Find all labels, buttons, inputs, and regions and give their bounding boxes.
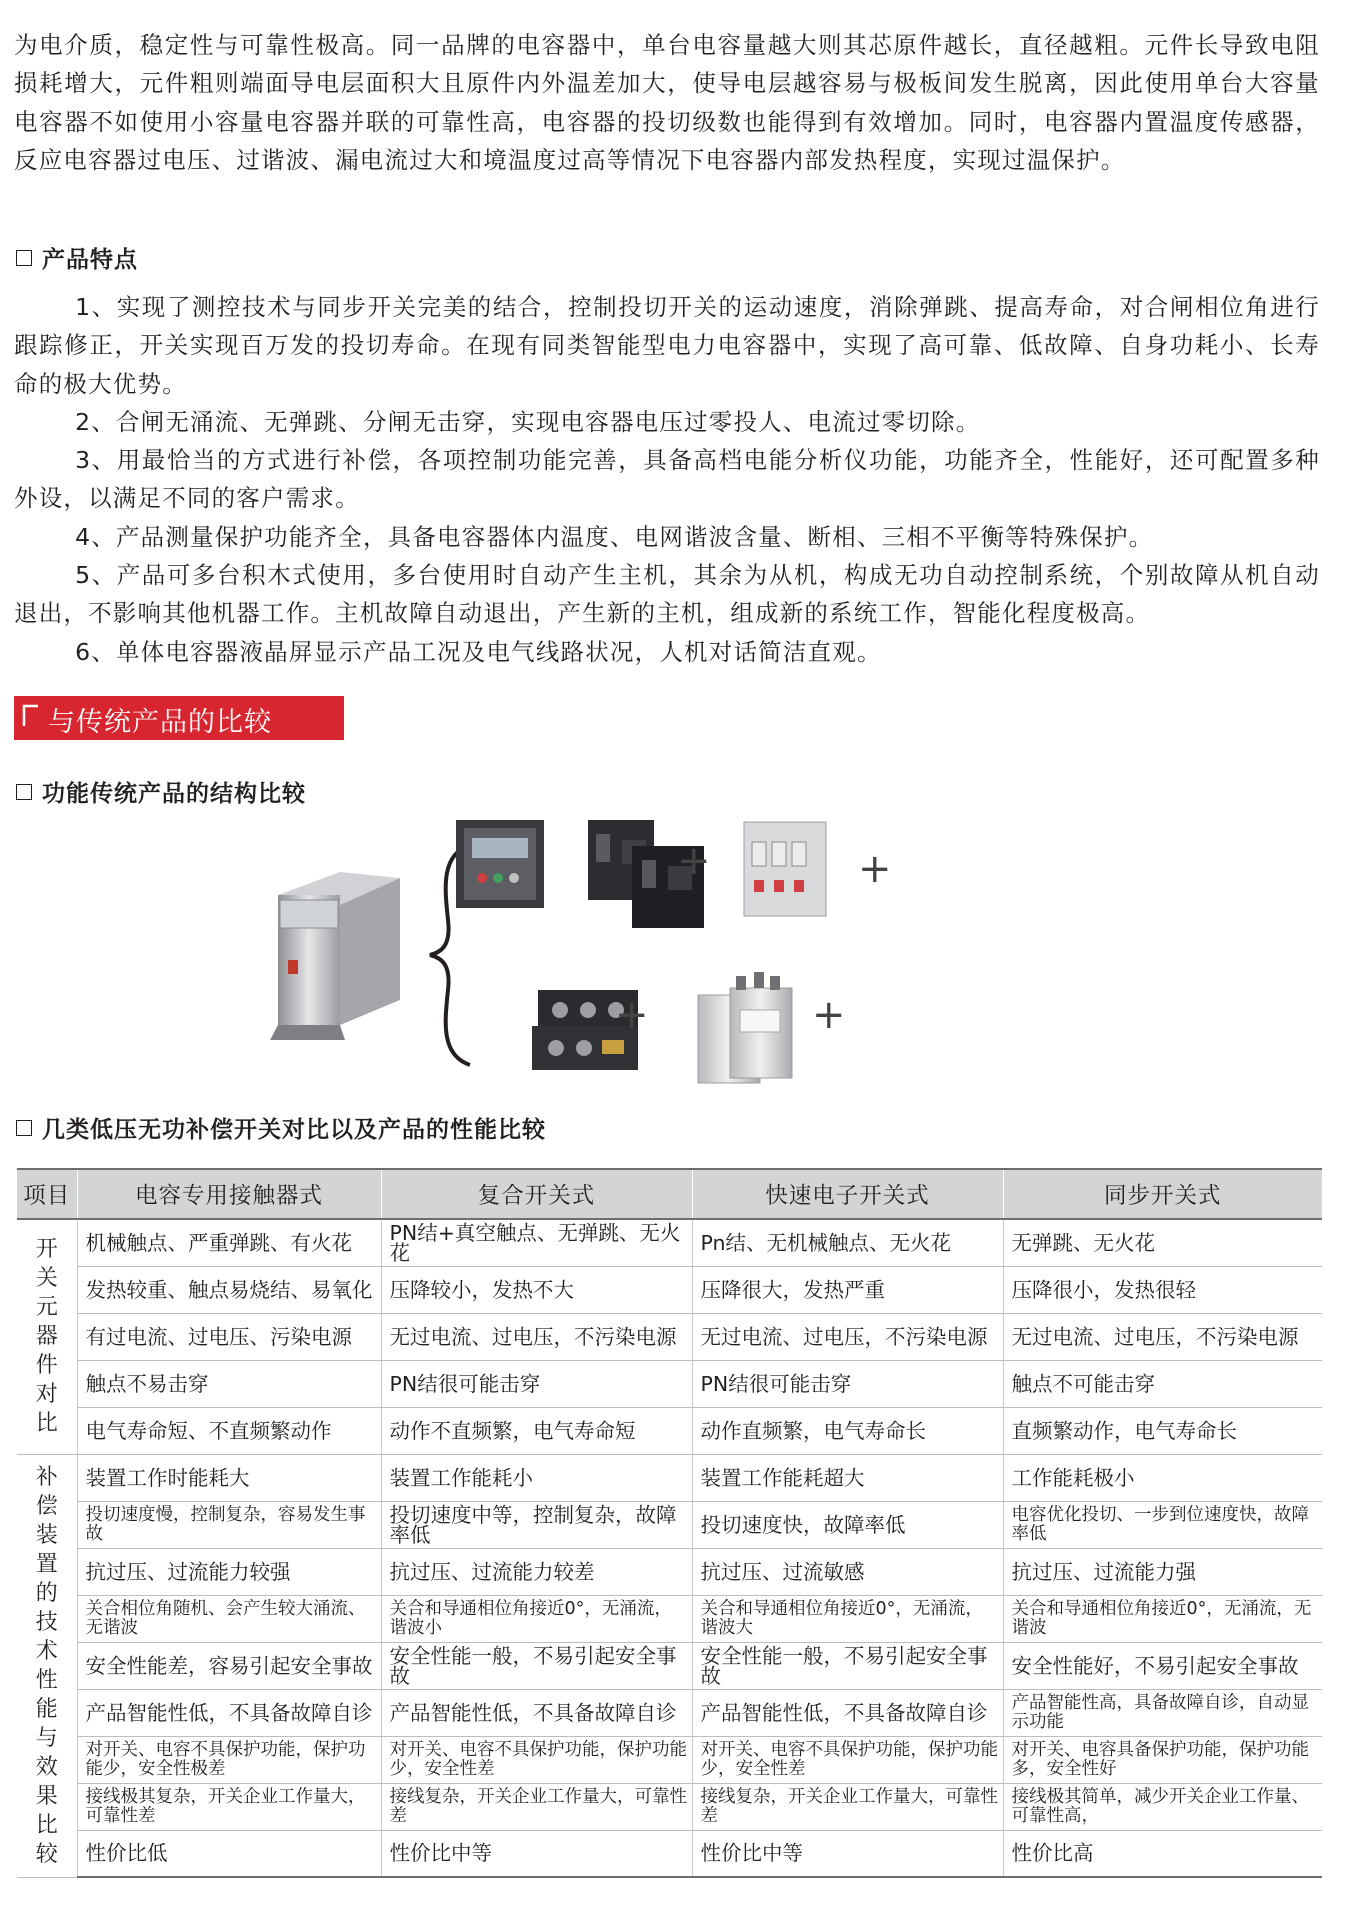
- table-cell: 安全性能差，容易引起安全事故: [77, 1642, 381, 1689]
- table-cell: 抗过压、过流能力强: [1003, 1548, 1322, 1595]
- table-row: [17, 1689, 1322, 1736]
- plus-icon: +: [812, 992, 846, 1038]
- table-cell: 压降较小，发热不大: [381, 1266, 692, 1313]
- table-cell: 动作直频繁，电气寿命长: [692, 1407, 1003, 1454]
- plus-icon: +: [858, 846, 892, 892]
- table-row: [17, 1266, 1322, 1313]
- table-cell: 性价比中等: [692, 1830, 1003, 1877]
- table-cell: 安全性能一般，不易引起安全事故: [381, 1642, 692, 1689]
- table-cell: 对开关、电容不具保护功能，保护功能少，安全性差: [692, 1736, 1003, 1783]
- table-cell: 投切速度中等，控制复杂，故障率低: [381, 1501, 692, 1548]
- circuit-breaker-image: [744, 822, 826, 916]
- table-cell: 抗过压、过流能力较强: [77, 1548, 381, 1595]
- table-cell: 触点不可能击穿: [1003, 1360, 1322, 1407]
- table-cell: 压降很大，发热严重: [692, 1266, 1003, 1313]
- header-cell: 电容专用接触器式: [77, 1169, 381, 1219]
- table-cell: PN结很可能击穿: [692, 1360, 1003, 1407]
- table-cell: 关合和导通相位角接近0°，无涌流，谐波大: [692, 1595, 1003, 1642]
- structure-heading: [16, 775, 306, 808]
- feature-item-1: 1、实现了测控技术与同步开关完美的结合，控制投切开关的运动速度，消除弹跳、提高寿命，对合闸相位角进行跟踪修正，开关实现百万发的投切寿命。在现有同类智能型电力电容器中，实现了高可靠、低故障、自身功耗小、长寿命的极大优势。: [14, 293, 1320, 398]
- table-row: [17, 1548, 1322, 1595]
- group-label-cell: [17, 1454, 77, 1877]
- table-cell: 投切速度慢，控制复杂，容易发生事故: [77, 1501, 381, 1548]
- banner-label: 与传统产品的比较: [48, 707, 272, 738]
- table-cell: 无过电流、过电压，不污染电源: [381, 1313, 692, 1360]
- table-cell: 压降很小，发热很轻: [1003, 1266, 1322, 1313]
- table-cell: 发热较重、触点易烧结、易氧化: [77, 1266, 381, 1313]
- table-cell: PN结很可能击穿: [381, 1360, 692, 1407]
- table-cell: 装置工作能耗小: [381, 1454, 692, 1501]
- table-cell: 接线复杂，开关企业工作量大，可靠性差: [692, 1783, 1003, 1830]
- header-cell: 快速电子开关式: [692, 1169, 1003, 1219]
- table-cell: 无过电流、过电压，不污染电源: [1003, 1313, 1322, 1360]
- table-row: [17, 1501, 1322, 1548]
- table-cell: 性价比高: [1003, 1830, 1322, 1877]
- table-row: [17, 1736, 1322, 1783]
- performance-heading: [16, 1111, 546, 1144]
- header-cell: 同步开关式: [1003, 1169, 1322, 1219]
- table-cell: 关合相位角随机、会产生较大涌流、无谐波: [77, 1595, 381, 1642]
- table-cell: 抗过压、过流敏感: [692, 1548, 1003, 1595]
- table-cell: 机械触点、严重弹跳、有火花: [77, 1219, 381, 1266]
- group-label-cell: [17, 1219, 77, 1454]
- group-label: 开关元器件对比: [35, 1237, 58, 1437]
- feature-item-4: 4、产品测量保护功能齐全，具备电容器体内温度、电网谐波含量、断相、三相不平衡等特殊保护。: [75, 523, 1154, 551]
- table-cell: 关合和导通相位角接近0°，无涌流，无谐波: [1003, 1595, 1322, 1642]
- table-row: [17, 1313, 1322, 1360]
- features-heading: [16, 241, 138, 274]
- table-cell: 接线极其简单，减少开关企业工作量、可靠性高，: [1003, 1783, 1322, 1830]
- table-cell: 无过电流、过电压，不污染电源: [692, 1313, 1003, 1360]
- table-cell: 抗过压、过流能力较差: [381, 1548, 692, 1595]
- feature-item-2: 2、合闸无涌流、无弹跳、分闸无击穿，实现电容器电压过零投人、电流过零切除。: [75, 408, 981, 436]
- performance-heading-label: 几类低压无功补偿开关对比以及产品的性能比较: [42, 1117, 546, 1143]
- table-cell: 关合和导通相位角接近0°，无涌流，谐波小: [381, 1595, 692, 1642]
- table-row: [17, 1830, 1322, 1877]
- table-cell: 产品智能性高，具备故障自诊，自动显示功能: [1003, 1689, 1322, 1736]
- feature-item-6: 6、单体电容器液晶屏显示产品工况及电气线路状况，人机对话简洁直观。: [75, 638, 882, 666]
- table-cell: 性价比低: [77, 1830, 381, 1877]
- table-cell: 投切速度快，故障率低: [692, 1501, 1003, 1548]
- table-cell: 电容优化投切、一步到位速度快，故障率低: [1003, 1501, 1322, 1548]
- table-cell: 安全性能一般，不易引起安全事故: [692, 1642, 1003, 1689]
- table-cell: 接线极其复杂，开关企业工作量大，可靠性差: [77, 1783, 381, 1830]
- header-cell: 项目: [17, 1169, 77, 1219]
- table-cell: 产品智能性低，不具备故障自诊: [381, 1689, 692, 1736]
- table-row: [17, 1595, 1322, 1642]
- controller-image: [456, 820, 544, 908]
- table-cell: 直频繁动作，电气寿命长: [1003, 1407, 1322, 1454]
- table-cell: 工作能耗极小: [1003, 1454, 1322, 1501]
- table-cell: 有过电流、过电压、污染电源: [77, 1313, 381, 1360]
- table-cell: 装置工作能耗超大: [692, 1454, 1003, 1501]
- table-cell: 安全性能好，不易引起安全事故: [1003, 1642, 1322, 1689]
- table-row: [17, 1783, 1322, 1830]
- table-cell: 性价比中等: [381, 1830, 692, 1877]
- header-cell: 复合开关式: [381, 1169, 692, 1219]
- table-cell: 对开关、电容不具保护功能，保护功能少，安全性差: [381, 1736, 692, 1783]
- capacitor-bank-image: [698, 972, 792, 1083]
- plus-icon: +: [677, 838, 711, 884]
- comparison-table: [17, 1168, 1322, 1878]
- table-row: [17, 1360, 1322, 1407]
- plus-icon: +: [615, 992, 649, 1038]
- table-cell: 产品智能性低，不具备故障自诊: [692, 1689, 1003, 1736]
- table-row: [17, 1642, 1322, 1689]
- intro-paragraph: 为电介质，稳定性与可靠性极高。同一品牌的电容器中，单台电容量越大则其芯原件越长，直径越粗。元件长导致电阻损耗增大，元件粗则端面导电层面积大且原件内外温差加大，使导电层越容易与极板间发生脱离，因此使用单台大容量电容器不如使用小容量电容器并联的可靠性高，电容器的投切级数也能得到有效增加。同时，电容器内置温度传感器，反应电容器过电压、过谐波、漏电流过大和境温度过高等情况下电容器内部发热程度，实现过温保护。: [14, 31, 1320, 175]
- checkbox-icon: [16, 784, 32, 800]
- table-cell: Pn结、无机械触点、无火花: [692, 1219, 1003, 1266]
- table-header-row: [17, 1169, 1322, 1219]
- table-cell: 无弹跳、无火花: [1003, 1219, 1322, 1266]
- group-label: 补偿装置的技术性能与效果比较: [35, 1464, 58, 1867]
- table-cell: 动作不直频繁，电气寿命短: [381, 1407, 692, 1454]
- table-cell: 装置工作时能耗大: [77, 1454, 381, 1501]
- structure-comparison-figure: [270, 800, 1050, 1100]
- table-cell: 产品智能性低，不具备故障自诊: [77, 1689, 381, 1736]
- checkbox-icon: [16, 250, 32, 266]
- table-cell: 对开关、电容不具保护功能，保护功能少，安全性极差: [77, 1736, 381, 1783]
- feature-item-3: 3、用最恰当的方式进行补偿，各项控制功能完善，具备高档电能分析仪功能，功能齐全，性能好，还可配置多种外设，以满足不同的客户需求。: [14, 446, 1320, 513]
- checkbox-icon: [16, 1120, 32, 1136]
- table-cell: 触点不易击穿: [77, 1360, 381, 1407]
- table-cell: 对开关、电容具备保护功能，保护功能多，安全性好: [1003, 1736, 1322, 1783]
- table-row: [17, 1407, 1322, 1454]
- table-row: [17, 1454, 1322, 1501]
- section-banner: [14, 696, 344, 740]
- features-heading-label: 产品特点: [42, 247, 138, 273]
- table-row: [17, 1219, 1322, 1266]
- intelligent-capacitor-image: [270, 872, 400, 1040]
- table-cell: 电气寿命短、不直频繁动作: [77, 1407, 381, 1454]
- table-cell: 接线复杂，开关企业工作量大，可靠性差: [381, 1783, 692, 1830]
- feature-item-5: 5、产品可多台积木式使用，多台使用时自动产生主机，其余为从机，构成无功自动控制系统，个别故障从机自动退出，不影响其他机器工作。主机故障自动退出，产生新的主机，组成新的系统工作，智能化程度极高。: [14, 561, 1320, 628]
- structure-heading-label: 功能传统产品的结构比较: [42, 781, 306, 807]
- table-cell: PN结+真空触点、无弹跳、无火花: [381, 1219, 692, 1266]
